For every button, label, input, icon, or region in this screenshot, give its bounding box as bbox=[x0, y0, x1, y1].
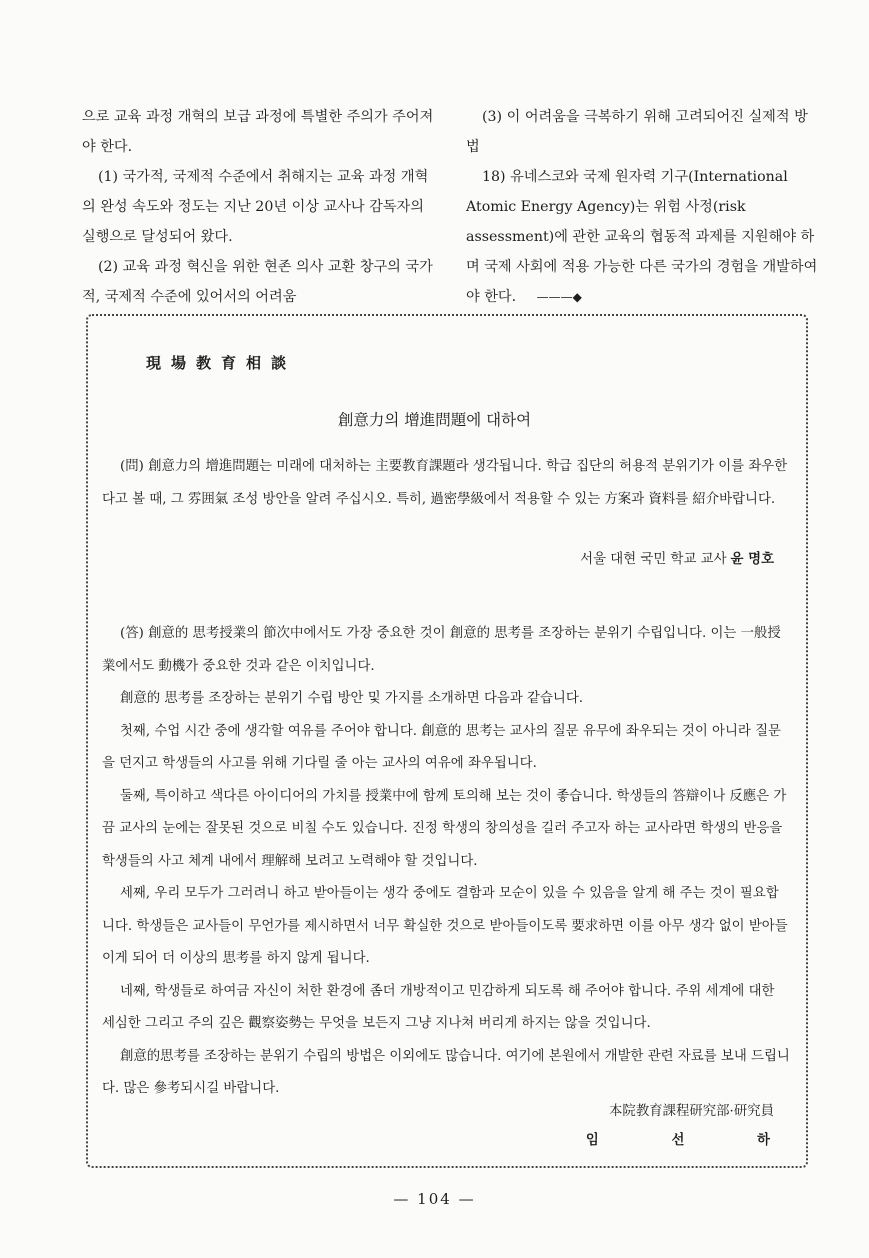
end-mark: ———◆ bbox=[536, 290, 582, 304]
answer-paragraph-3: 첫째, 수업 시간 중에 생각할 여유를 주어야 합니다. 創意的 思考는 교사의 질문 유무에 좌우되는 것이 아니라 질문을 던지고 학생들의 사고를 위해 기다릴 줄 아는 교사의 여유에 좌우됩니다. bbox=[102, 723, 781, 771]
answerer-name: 임 선 하 bbox=[585, 1132, 804, 1148]
answer-paragraph-4: 둘째, 특이하고 색다른 아이디어의 가치를 授業中에 함께 토의해 보는 것이 좋습니다. 학생들의 答辯이나 反應은 가끔 교사의 눈에는 잘못된 것으로 비칠 수도 있습니다. 진정 학생의 창의성을 길러 주고자 하는 교사라면 학생의 반응을 학생들의 사고 체계 내에서 理解해 보려고 노력해야 할 것입니다. bbox=[102, 788, 787, 869]
answer-block bbox=[102, 618, 790, 1106]
questioner bbox=[580, 544, 774, 575]
questioner-affiliation: 서울 대현 국민 학교 교사 bbox=[580, 552, 727, 567]
box-title: 現場教育相談 bbox=[146, 354, 297, 372]
answerer-affiliation: 本院教育課程研究部·研究員 bbox=[609, 1104, 774, 1119]
page-number: — 104 — bbox=[393, 1190, 476, 1208]
answer-paragraph-2: 創意的 思考를 조장하는 분위기 수립 방안 및 가지를 소개하면 다음과 같습니다. bbox=[120, 691, 584, 706]
question-block bbox=[102, 450, 790, 516]
right-column bbox=[466, 102, 818, 312]
left-paragraph-3: (2) 교육 과정 혁신을 위한 현존 의사 교환 창구의 국가적, 국제적 수준에 있어서의 어려움 bbox=[82, 259, 433, 305]
left-paragraph-2: (1) 국가적, 국제적 수준에서 취해지는 교육 과정 개혁의 완성 속도와 정도는 지난 20년 이상 교사나 감독자의 실행으로 달성되어 왔다. bbox=[82, 169, 429, 245]
right-paragraph-2 bbox=[466, 162, 818, 312]
answerer bbox=[585, 1098, 804, 1154]
answer-paragraph-6: 네째, 학생들로 하여금 자신이 처한 환경에 좀더 개방적이고 민감하게 되도록 해 주어야 합니다. 주위 세계에 대한 세심한 그리고 주의 깊은 觀察姿勢는 무엇을 보든지 그냥 지나쳐 버리게 하지는 않을 것입니다. bbox=[102, 983, 775, 1031]
answer-paragraph-7: 創意的思考를 조장하는 분위기 수립의 방법은 이외에도 많습니다. 여기에 본원에서 개발한 관련 자료를 보내 드립니다. 많은 參考되시길 바랍니다. bbox=[102, 1048, 790, 1096]
left-column bbox=[82, 102, 436, 312]
question-text: (問) 創意力의 增進問題는 미래에 대처하는 主要教育課題라 생각됩니다. 학급 집단의 허용적 분위기가 이를 좌우한다고 볼 때, 그 雰囲氣 조성 방안을 알려 주십시오. 특히, 過密學級에서 적용할 수 있는 方案과 資料를 紹介바랍니다. bbox=[102, 459, 788, 507]
right-paragraph-2-text: 18) 유네스코와 국제 원자력 기구(International Atomic Energy Agency)는 위험 사정(risk assessment)에 관한 교육의 협동적 과제를 지원해야 하며 국제 사회에 적용 가능한 다른 국가의 경험을 개발하여야 한다. bbox=[466, 169, 818, 305]
questioner-name: 윤 명호 bbox=[730, 551, 774, 567]
answer-paragraph-1: (答) 創意的 思考授業의 節次中에서도 가장 중요한 것이 創意的 思考를 조장하는 분위기 수립입니다. 이는 一般授業에서도 動機가 중요한 것과 같은 이치입니다. bbox=[102, 626, 781, 674]
left-paragraph-1: 으로 교육 과정 개혁의 보급 과정에 특별한 주의가 주어져야 한다. bbox=[82, 109, 434, 155]
answer-paragraph-5: 세째, 우리 모두가 그러려니 하고 받아들이는 생각 중에도 결함과 모순이 있을 수 있음을 알게 해 주는 것이 필요합니다. 학생들은 교사들이 무언가를 제시하면서 너무 확실한 것으로 받아들이도록 要求하면 이를 아무 생각 없이 받아들이게 되어 더 이상의 思考를 하지 않게 됩니다. bbox=[102, 886, 788, 966]
box-subtitle: 創意力의 增進問題에 대하여 bbox=[337, 411, 532, 429]
right-paragraph-1: (3) 이 어려움을 극복하기 위해 고려되어진 실제적 방법 bbox=[466, 109, 808, 155]
